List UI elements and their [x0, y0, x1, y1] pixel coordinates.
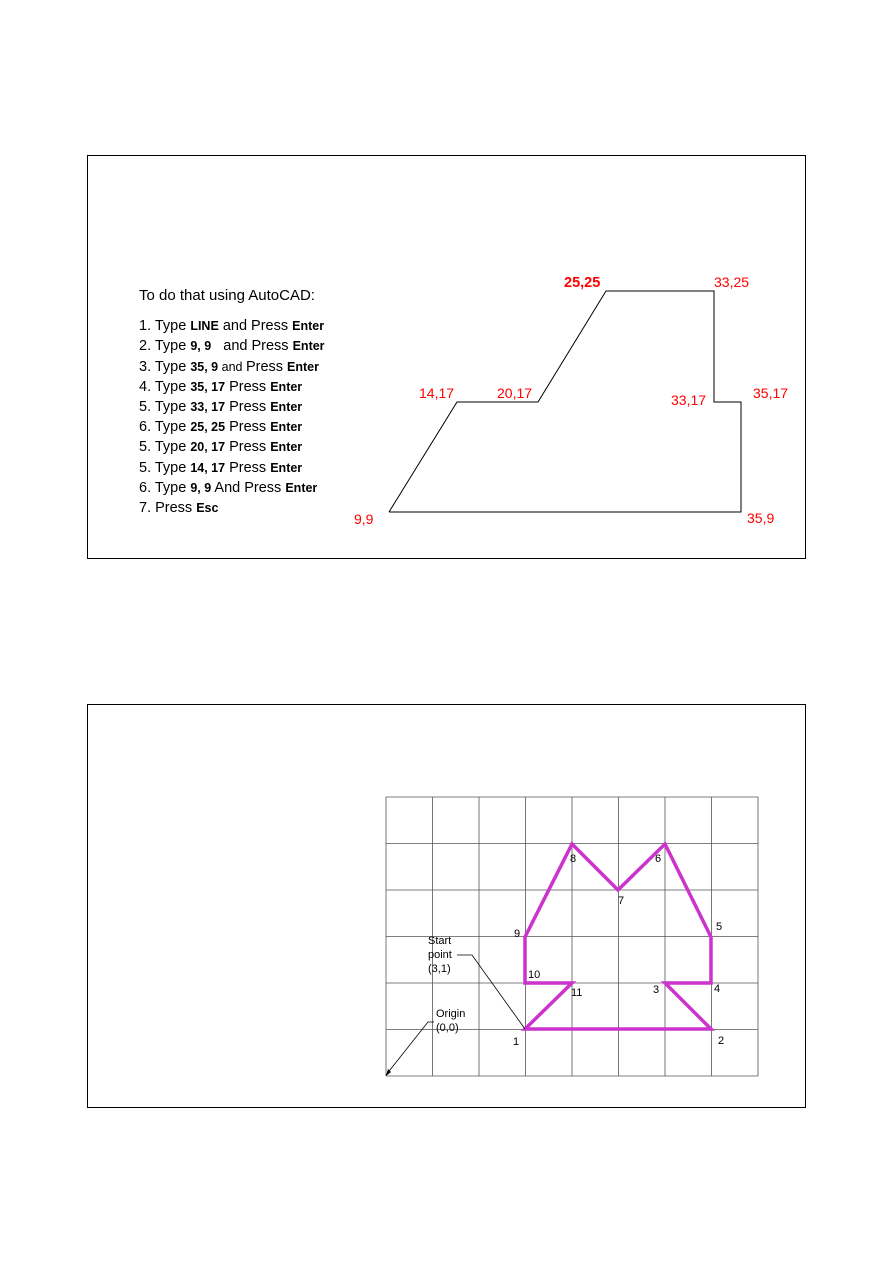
start-note-line-2: point [428, 949, 452, 961]
command-text: 9, 9 [190, 480, 212, 495]
start-leader-line [457, 955, 525, 1029]
origin-leader-line [386, 1022, 434, 1075]
connector-text: and Press [211, 338, 293, 355]
command-text: 14, 17 [190, 460, 226, 475]
vertex-number-1: 1 [513, 1036, 520, 1048]
vertex-number-9: 9 [514, 928, 521, 940]
key-text: Enter [285, 480, 318, 495]
key-text: Enter [270, 400, 303, 415]
connector-text: And Press [211, 479, 286, 496]
step-number: 2. Type [139, 338, 191, 355]
grid-drawing [88, 705, 807, 1109]
origin-note-line-1: Origin [436, 1008, 466, 1020]
step-number: 4. Type [139, 378, 191, 395]
command-text: Esc [196, 501, 219, 516]
origin-note [386, 1008, 465, 1076]
command-text: 9, 9 [190, 339, 212, 354]
slide-grid-polygon [87, 704, 806, 1108]
point-label-20-17: 20,17 [497, 385, 533, 401]
vertex-number-10: 10 [528, 969, 541, 981]
vertex-number-5: 5 [716, 921, 723, 933]
point-label-25-25: 25,25 [564, 275, 601, 291]
key-text: Enter [270, 420, 303, 435]
command-text: 20, 17 [190, 440, 226, 455]
step-number: 6. Type [139, 479, 191, 496]
instruction-heading: To do that using AutoCAD: [139, 287, 315, 304]
step-number: 5. Type [139, 439, 191, 456]
vertex-number-11: 11 [571, 987, 583, 999]
point-label-14-17: 14,17 [419, 385, 455, 401]
key-text: Enter [287, 359, 319, 374]
connector-text: Press [225, 459, 271, 476]
key-text: Enter [270, 460, 303, 475]
connector-text: and Press [218, 318, 293, 335]
connector-text: Press [225, 419, 271, 436]
slide-line-command [87, 155, 806, 559]
command-text: 35, 17 [190, 379, 226, 394]
connector-text: Press [225, 399, 271, 416]
origin-note-line-2: (0,0) [436, 1022, 459, 1034]
point-label-35-17: 35,17 [753, 385, 789, 401]
point-label-9-9: 9,9 [354, 511, 374, 527]
step-number: 5. Type [139, 459, 191, 476]
vertex-number-2: 2 [718, 1035, 725, 1047]
vertex-number-4: 4 [714, 983, 721, 995]
step-number: 5. Type [139, 399, 191, 416]
key-text: Enter [270, 440, 303, 455]
step-number: 7. Press [139, 500, 197, 517]
start-note-line-3: (3,1) [428, 963, 451, 975]
connector-text: Press [245, 358, 288, 375]
vertex-number-6: 6 [655, 853, 662, 865]
vertex-number-3: 3 [653, 984, 660, 996]
key-text: Enter [270, 379, 303, 394]
point-label-33-25: 33,25 [714, 274, 750, 290]
command-text: 33, 17 [190, 400, 226, 415]
step-number: 1. Type [139, 318, 191, 335]
start-note-line-1: Start [428, 935, 452, 947]
key-text: Enter [292, 339, 325, 354]
vertex-number-7: 7 [618, 895, 625, 907]
vertex-number-8: 8 [570, 853, 577, 865]
command-text: LINE [190, 319, 219, 334]
point-label-35-9: 35,9 [747, 510, 775, 526]
connector-text: and [218, 359, 246, 374]
connector-text: Press [225, 378, 271, 395]
command-text: 35, 9 [190, 359, 219, 374]
line-drawing [88, 156, 807, 560]
command-text: 25, 25 [190, 420, 226, 435]
point-label-33-17: 33,17 [671, 392, 707, 408]
key-text: Enter [292, 319, 325, 334]
connector-text: Press [225, 439, 271, 456]
step-number: 3. Type [139, 358, 191, 375]
step-number: 6. Type [139, 419, 191, 436]
